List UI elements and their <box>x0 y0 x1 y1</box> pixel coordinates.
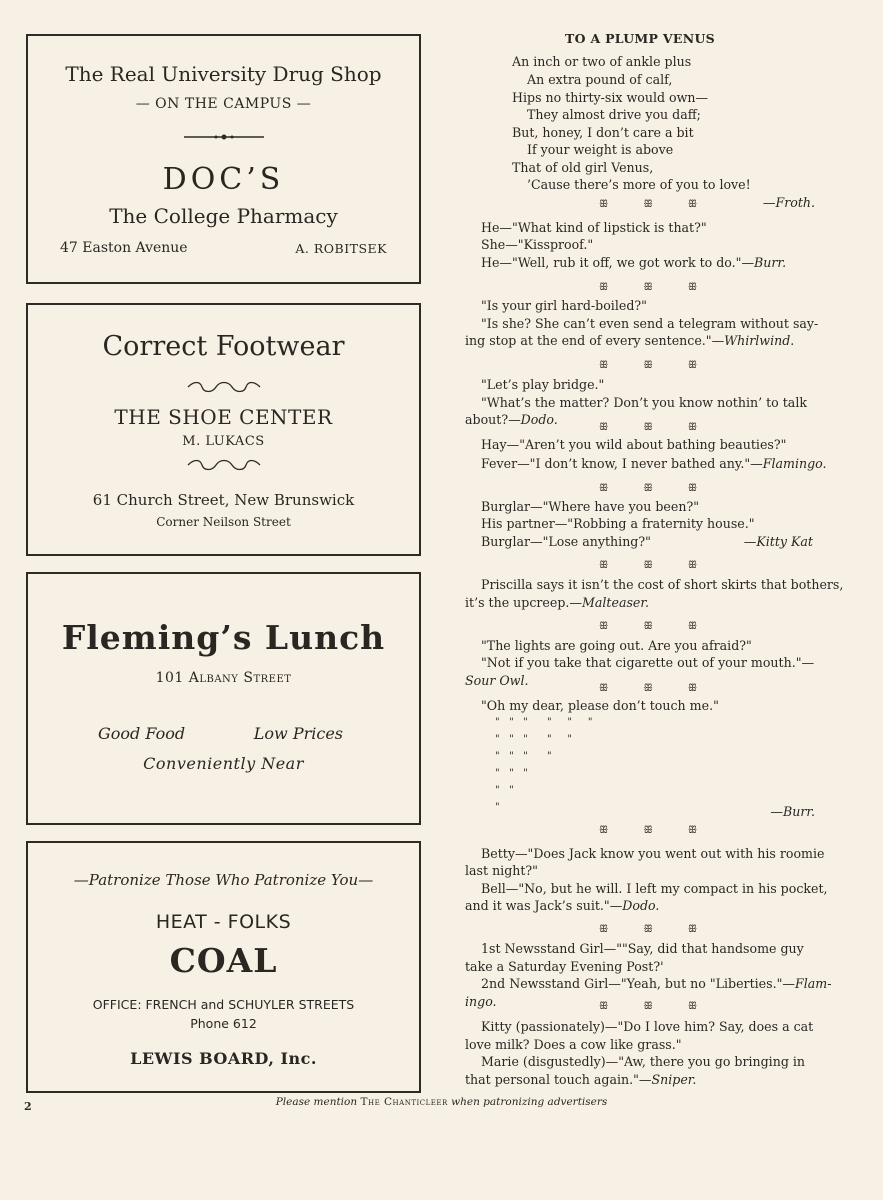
separator-ornament: ꕥ ꕥ ꕥ <box>599 199 714 210</box>
joke-source: —Flamingo. <box>750 456 827 471</box>
separator-ornament: ꕥ ꕥ ꕥ <box>599 825 714 836</box>
poem-line: If your weight is above <box>527 142 674 157</box>
separator-ornament: ꕥ ꕥ ꕥ <box>599 282 714 293</box>
joke-line: last night?" <box>465 863 538 878</box>
joke-line: Hay—"Aren’t you wild about bathing beauties?" <box>481 437 787 452</box>
ad-address: 61 Church Street, New Brunswick <box>92 491 355 509</box>
poem-line: An inch or two of ankle plus <box>512 54 692 69</box>
ad-store-name: THE SHOE CENTER <box>114 405 333 429</box>
page-number: 2 <box>24 1100 32 1113</box>
publication-name: The Chanticleer <box>360 1096 448 1108</box>
ad-office: OFFICE: FRENCH and SCHUYLER STREETS <box>92 997 355 1012</box>
joke-source: —Burr. <box>741 255 787 270</box>
ditto-row: " <box>495 802 500 813</box>
separator-ornament: ꕥ ꕥ ꕥ <box>599 360 714 371</box>
separator-ornament: ꕥ ꕥ ꕥ <box>599 1001 714 1012</box>
ad-flemings-lunch <box>26 572 421 825</box>
footer-note: Please mention The Chanticleer when patronizing advertisers <box>275 1096 608 1108</box>
joke-line: that personal touch again."—Sniper. <box>465 1072 697 1087</box>
poem-title: TO A PLUMP VENUS <box>565 31 715 46</box>
joke-line: about?—Dodo. <box>465 412 558 427</box>
poem-line: An extra pound of calf, <box>527 72 673 87</box>
joke-line: "Is your girl hard-boiled?" <box>481 298 647 313</box>
joke-line: "Oh my dear, please don’t touch me." <box>481 698 719 713</box>
ad-address: 47 Easton Avenue <box>60 240 188 256</box>
joke-line: 1st Newsstand Girl—""Say, did that handsome guy <box>481 941 804 956</box>
ad-owner: M. LUKACS <box>182 434 265 449</box>
ad-slogan-near: Conveniently Near <box>143 754 304 773</box>
ornament-rule <box>184 132 264 142</box>
separator-ornament: ꕥ ꕥ ꕥ <box>599 621 714 632</box>
joke-source: —Dodo. <box>609 898 660 913</box>
ad-headline: Correct Footwear <box>102 331 345 362</box>
joke-source: —Burr. <box>770 804 815 819</box>
ad-shoe-center <box>26 303 421 556</box>
joke-line: Bell—"No, but he will. I left my compact in his pocket, <box>481 881 828 896</box>
joke-line: Burglar—"Lose anything?" <box>481 534 651 549</box>
joke-line: Burglar—"Where have you been?" <box>481 499 699 514</box>
poem-line: That of old girl Venus, <box>512 160 654 175</box>
scroll-ornament <box>186 459 262 471</box>
poem-line: They almost drive you daff; <box>527 107 701 122</box>
joke-line: ing stop at the end of every sentence."—Whirlwind. <box>465 333 795 348</box>
poem-line: Hips no thirty-six would own— <box>512 90 709 105</box>
joke-line: "Let’s play bridge." <box>481 377 605 392</box>
joke-source: —Kitty Kat <box>743 534 813 549</box>
joke-line: 2nd Newsstand Girl—"Yeah, but no "Liberties."—Flam- <box>481 976 832 991</box>
joke-source: Sour Owl. <box>465 673 529 688</box>
joke-line: He—"What kind of lipstick is that?" <box>481 220 707 235</box>
joke-line: Marie (disgustedly)—"Aw, there you go bringing in <box>481 1054 806 1069</box>
ad-motto: —Patronize Those Who Patronize You— <box>73 871 374 889</box>
ad-heat-folks: HEAT - FOLKS <box>155 911 292 933</box>
joke-line: "The lights are going out. Are you afraid?" <box>481 638 752 653</box>
joke-line: Betty—"Does Jack know you went out with his roomie <box>481 846 825 861</box>
ditto-row: " " " " " " <box>495 717 593 728</box>
joke-source: —Sniper. <box>638 1072 697 1087</box>
joke-source: —Whirlwind. <box>711 333 795 348</box>
joke-line: Priscilla says it isn’t the cost of short skirts that bothers, <box>481 577 844 592</box>
poem-line: But, honey, I don’t care a bit <box>512 125 694 140</box>
ad-owner: A. ROBITSEK <box>295 241 387 256</box>
joke-line: "What’s the matter? Don’t you know nothin’ to talk <box>481 395 807 410</box>
joke-source: —Froth. <box>762 195 815 210</box>
joke-line: His partner—"Robbing a fraternity house." <box>481 516 755 531</box>
ad-slogan-food: Good Food <box>98 724 186 743</box>
joke-source: ingo. <box>465 994 497 1009</box>
joke-line: She—"Kissproof." <box>481 237 594 252</box>
ad-phone: Phone 612 <box>190 1016 257 1031</box>
poem-line: ’Cause there’s more of you to love! <box>527 177 751 192</box>
joke-line: and it was Jack’s suit."—Dodo. <box>465 898 660 913</box>
separator-ornament: ꕥ ꕥ ꕥ <box>599 683 714 694</box>
joke-line: He—"Well, rub it off, we got work to do."—Burr. <box>481 255 787 270</box>
joke-source: —Flam- <box>782 976 832 991</box>
joke-line: Fever—"I don’t know, I never bathed any."—Flamingo. <box>481 456 827 471</box>
joke-source: —Dodo. <box>508 412 558 427</box>
separator-ornament: ꕥ ꕥ ꕥ <box>599 483 714 494</box>
ditto-row: " " " " " <box>495 734 573 745</box>
ad-subhead: — ON THE CAMPUS — <box>135 96 312 112</box>
ad-store-name: Fleming’s Lunch <box>61 618 386 657</box>
ad-corner: Corner Neilson Street <box>156 515 291 529</box>
ditto-row: " " <box>495 785 514 796</box>
scroll-ornament <box>186 381 262 393</box>
ad-headline: The Real University Drug Shop <box>65 62 382 86</box>
separator-ornament: ꕥ ꕥ ꕥ <box>599 560 714 571</box>
joke-line: Kitty (passionately)—"Do I love him? Say, does a cat <box>481 1019 814 1034</box>
ad-tagline: The College Pharmacy <box>109 204 338 228</box>
joke-line: love milk? Does a cow like grass." <box>465 1037 682 1052</box>
ad-lewis-board-coal <box>26 841 421 1093</box>
ad-coal: COAL <box>169 941 278 980</box>
separator-ornament: ꕥ ꕥ ꕥ <box>599 422 714 433</box>
ad-address: 101 Albany Street <box>155 670 292 686</box>
ditto-row: " " " " <box>495 751 552 762</box>
joke-line: it’s the upcreep.—Malteaser. <box>465 595 650 610</box>
joke-line: "Not if you take that cigarette out of your mouth."— <box>481 655 815 670</box>
ad-store-name: DOC’S <box>162 162 285 197</box>
ad-company: LEWIS BOARD, Inc. <box>130 1049 317 1068</box>
ad-slogan-prices: Low Prices <box>253 724 343 743</box>
joke-line: take a Saturday Evening Post?' <box>465 959 664 974</box>
joke-line: "Is she? She can’t even send a telegram without say- <box>481 316 819 331</box>
separator-ornament: ꕥ ꕥ ꕥ <box>599 924 714 935</box>
ad-drug-shop <box>26 34 421 284</box>
joke-source: —Malteaser. <box>569 595 650 610</box>
ditto-row: " " " <box>495 768 528 779</box>
